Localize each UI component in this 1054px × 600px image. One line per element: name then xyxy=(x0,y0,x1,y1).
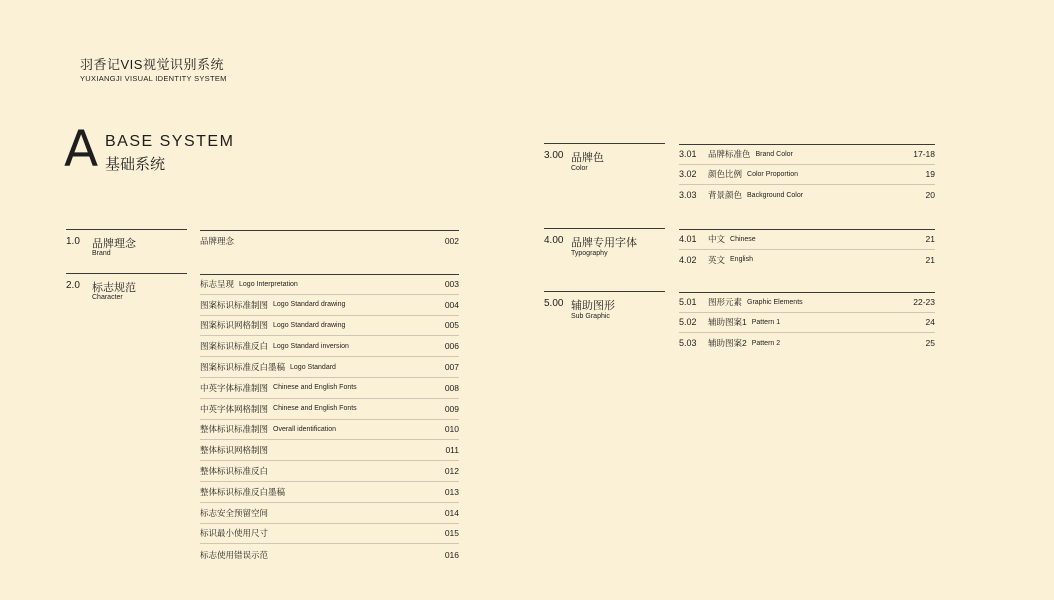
toc-item-title: 整体标识标准反白 xyxy=(200,466,269,477)
system-title-cn: 基础系统 xyxy=(105,156,166,173)
section-subtitle-typography: Typography xyxy=(571,250,608,257)
toc-item-page: 007 xyxy=(444,362,459,373)
section-number-typography: 4.00 xyxy=(544,235,564,246)
toc-item-subtitle: Chinese and English Fonts xyxy=(273,384,357,392)
toc-item-title: 辅助图案2 xyxy=(708,338,747,349)
toc-item-title: 标志呈现 xyxy=(200,279,235,290)
toc-item-subtitle: Logo Interpretation xyxy=(239,280,298,288)
toc-row[interactable] xyxy=(200,316,459,337)
toc-item-title: 辅助图案1 xyxy=(708,317,747,328)
section-title-character: 标志规范 xyxy=(92,282,136,294)
section-divider xyxy=(544,143,665,144)
toc-row[interactable] xyxy=(200,378,459,399)
toc-item-number: 5.03 xyxy=(679,338,697,349)
toc-item-title: 品牌理念 xyxy=(200,236,235,246)
toc-item-page: 016 xyxy=(444,549,459,560)
toc-row[interactable] xyxy=(200,295,459,316)
toc-row[interactable] xyxy=(200,336,459,357)
section-title-graphic: 辅助图形 xyxy=(571,300,615,312)
toc-item-title: 图案标识网格制图 xyxy=(200,320,269,331)
toc-item-title: 整体标识标准反白墨稿 xyxy=(200,486,286,497)
toc-item-subtitle: Logo Standard inversion xyxy=(273,342,349,350)
toc-item-title: 标志使用错误示范 xyxy=(200,549,269,560)
section-subtitle-color: Color xyxy=(571,165,588,172)
toc-item-title: 英文 xyxy=(708,254,726,265)
toc-row[interactable] xyxy=(200,274,459,295)
section-number-brand: 1.0 xyxy=(66,236,80,247)
toc-row[interactable] xyxy=(679,250,935,271)
toc-item-subtitle: Pattern 1 xyxy=(751,318,781,326)
toc-row[interactable] xyxy=(679,313,935,334)
system-letter: A xyxy=(64,120,99,178)
toc-item-title: 颜色比例 xyxy=(708,169,743,180)
toc-item-page: 008 xyxy=(444,382,459,393)
toc-row[interactable] xyxy=(200,524,459,545)
toc-item-page: 003 xyxy=(444,279,459,290)
toc-row[interactable] xyxy=(200,399,459,420)
toc-item-title: 中英字体网格制图 xyxy=(200,403,269,414)
toc-item-page: 22-23 xyxy=(913,297,935,308)
system-title-en: BASE SYSTEM xyxy=(105,133,235,150)
toc-item-number: 5.02 xyxy=(679,317,697,328)
section-subtitle-character: Character xyxy=(92,294,123,301)
toc-item-subtitle: Logo Standard drawing xyxy=(273,301,346,309)
toc-item-subtitle: Chinese and English Fonts xyxy=(273,405,357,413)
toc-row[interactable] xyxy=(200,357,459,378)
toc-row[interactable] xyxy=(200,544,459,565)
toc-item-title: 图案标识标准制图 xyxy=(200,299,269,310)
section-divider xyxy=(66,273,187,274)
toc-row[interactable] xyxy=(200,482,459,503)
toc-row[interactable] xyxy=(200,440,459,461)
section-subtitle-brand: Brand xyxy=(92,250,111,257)
section-title-typography: 品牌专用字体 xyxy=(571,237,637,249)
toc-item-number: 3.03 xyxy=(679,190,697,201)
toc-item-number: 3.01 xyxy=(679,149,697,160)
toc-row[interactable] xyxy=(200,230,459,251)
toc-item-title: 中英字体标准制图 xyxy=(200,382,269,393)
toc-item-subtitle: Overall identification xyxy=(273,425,337,433)
toc-row[interactable] xyxy=(679,165,935,186)
section-number-character: 2.0 xyxy=(66,280,80,291)
toc-row[interactable] xyxy=(679,144,935,165)
section-subtitle-graphic: Sub Graphic xyxy=(571,313,610,320)
toc-item-title: 图形元素 xyxy=(708,297,743,308)
toc-item-page: 014 xyxy=(444,507,459,518)
toc-item-title: 中文 xyxy=(708,234,726,245)
toc-row[interactable] xyxy=(679,185,935,206)
toc-item-subtitle: Brand Color xyxy=(755,150,793,158)
toc-row[interactable] xyxy=(679,333,935,354)
section-number-graphic: 5.00 xyxy=(544,298,564,309)
toc-row[interactable] xyxy=(200,503,459,524)
toc-item-title: 标识最小使用尺寸 xyxy=(200,528,269,539)
section-title-brand: 品牌理念 xyxy=(92,238,136,250)
toc-item-page: 21 xyxy=(925,254,935,265)
brand-subtitle: YUXIANGJI VISUAL IDENTITY SYSTEM xyxy=(80,74,227,83)
toc-item-page: 012 xyxy=(444,466,459,477)
toc-item-title: 图案标识标准反白墨稿 xyxy=(200,362,286,373)
toc-item-title: 整体标识标准制图 xyxy=(200,424,269,435)
toc-item-subtitle: Background Color xyxy=(747,191,804,199)
toc-item-subtitle: Pattern 2 xyxy=(751,339,781,347)
toc-row[interactable] xyxy=(200,461,459,482)
toc-item-page: 25 xyxy=(925,338,935,349)
toc-item-page: 002 xyxy=(444,236,459,246)
toc-item-page: 20 xyxy=(925,190,935,201)
toc-item-number: 5.01 xyxy=(679,297,697,308)
toc-item-subtitle: Chinese xyxy=(730,235,756,243)
toc-item-page: 24 xyxy=(925,317,935,328)
section-divider xyxy=(544,291,665,292)
brand-title: 羽香记VIS视觉识别系统 xyxy=(80,57,224,72)
section-divider xyxy=(66,229,187,230)
toc-item-page: 011 xyxy=(445,445,459,456)
toc-item-subtitle: Graphic Elements xyxy=(747,298,803,306)
toc-item-page: 17-18 xyxy=(913,149,935,160)
toc-item-number: 4.02 xyxy=(679,254,697,265)
section-title-color: 品牌色 xyxy=(571,152,604,164)
toc-item-title: 品牌标准色 xyxy=(708,149,751,160)
section-number-color: 3.00 xyxy=(544,150,564,161)
toc-item-page: 006 xyxy=(444,341,459,352)
toc-item-page: 21 xyxy=(925,234,935,245)
toc-item-number: 3.02 xyxy=(679,169,697,180)
toc-item-page: 009 xyxy=(444,403,459,414)
toc-item-page: 004 xyxy=(444,299,459,310)
section-divider xyxy=(544,228,665,229)
toc-item-page: 010 xyxy=(444,424,459,435)
toc-item-page: 013 xyxy=(444,486,459,497)
toc-item-number: 4.01 xyxy=(679,234,697,245)
toc-row[interactable] xyxy=(200,420,459,441)
toc-item-page: 005 xyxy=(444,320,459,331)
toc-item-page: 015 xyxy=(444,528,459,539)
toc-item-page: 19 xyxy=(925,169,935,180)
toc-row[interactable] xyxy=(679,229,935,250)
toc-item-title: 图案标识标准反白 xyxy=(200,341,269,352)
toc-row[interactable] xyxy=(679,292,935,313)
toc-item-subtitle: Logo Standard drawing xyxy=(273,321,346,329)
toc-item-subtitle: Color Proportion xyxy=(747,170,798,178)
toc-item-subtitle: English xyxy=(730,256,753,264)
toc-item-title: 整体标识网格制图 xyxy=(200,445,269,456)
toc-item-title: 背景颜色 xyxy=(708,190,743,201)
toc-item-title: 标志安全预留空间 xyxy=(200,507,269,518)
toc-item-subtitle: Logo Standard xyxy=(290,363,336,371)
